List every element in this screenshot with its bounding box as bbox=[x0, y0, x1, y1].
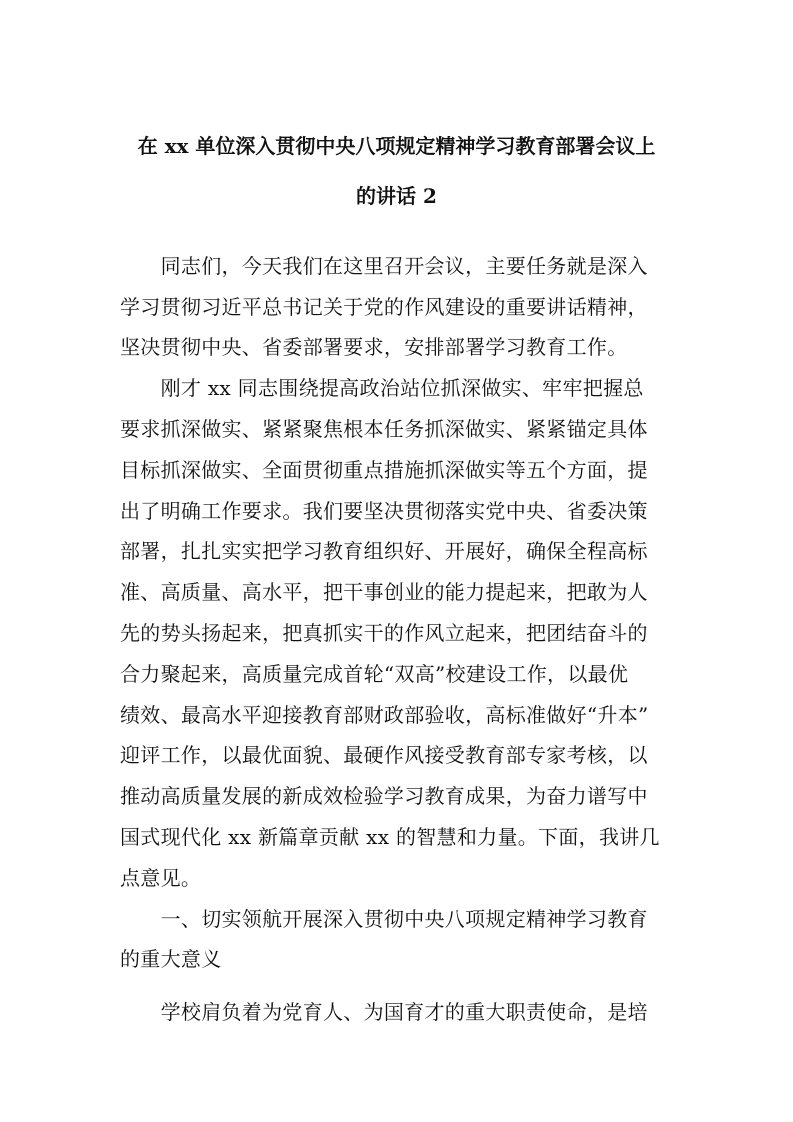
paragraph-line: 推动高质量发展的新成效检验学习教育成果，为奋力谱写中 bbox=[120, 784, 648, 808]
paragraph-line: 目标抓深做实、全面贯彻重点措施抓深做实等五个方面，提 bbox=[120, 458, 648, 482]
paragraph-line: 学习贯彻习近平总书记关于党的作风建设的重要讲话精神， bbox=[120, 295, 648, 319]
paragraph-line: 出了明确工作要求。我们要坚决贯彻落实党中央、省委决策 bbox=[120, 499, 648, 523]
paragraph-line: 点意见。 bbox=[120, 866, 202, 890]
paragraph-line: 学校肩负着为党育人、为国育才的重大职责使命，是培 bbox=[120, 1000, 648, 1024]
paragraph-line: 国式现代化 xx 新篇章贡献 xx 的智慧和力量。下面，我讲几 bbox=[120, 825, 660, 849]
section-heading-line: 的重大意义 bbox=[120, 947, 222, 971]
paragraph-line: 要求抓深做实、紧紧聚焦根本任务抓深做实、紧紧锚定具体 bbox=[120, 417, 648, 441]
paragraph-line: 迎评工作，以最优面貌、最硬作风接受教育部专家考核，以 bbox=[120, 743, 648, 767]
paragraph-line: 准、高质量、高水平，把干事创业的能力提起来，把敢为人 bbox=[120, 580, 648, 604]
paragraph-line: 同志们，今天我们在这里召开会议，主要任务就是深入 bbox=[120, 254, 648, 278]
paragraph-line: 刚才 xx 同志围绕提高政治站位抓深做实、牢牢把握总 bbox=[120, 376, 644, 400]
paragraph-line: 先的势头扬起来，把真抓实干的作风立起来，把团结奋斗的 bbox=[120, 621, 648, 645]
paragraph-line: 绩效、最高水平迎接教育部财政部验收，高标准做好“升本” bbox=[120, 703, 649, 727]
paragraph-line: 坚决贯彻中央、省委部署要求，安排部署学习教育工作。 bbox=[120, 335, 628, 359]
document-title-line-1: 在 xx 单位深入贯彻中央八项规定精神学习教育部署会议上 bbox=[137, 134, 656, 158]
paragraph-line: 部署，扎扎实实把学习教育组织好、开展好，确保全程高标 bbox=[120, 539, 648, 563]
section-heading-line: 一、切实领航开展深入贯彻中央八项规定精神学习教育 bbox=[120, 907, 648, 931]
document-title-line-2: 的讲话 2 bbox=[356, 184, 437, 208]
paragraph-line: 合力聚起来，高质量完成首轮“双高”校建设工作，以最优 bbox=[120, 662, 629, 686]
